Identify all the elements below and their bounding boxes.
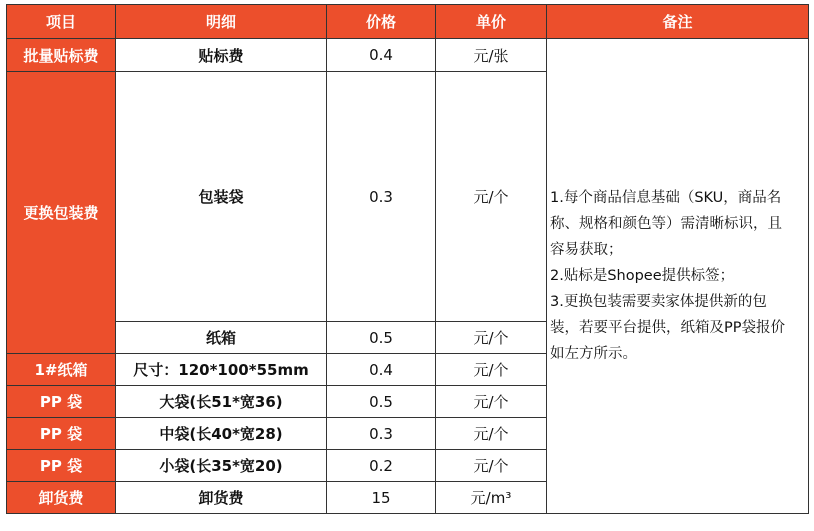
row-unit: 元/个 xyxy=(436,450,547,482)
row-unit: 元/个 xyxy=(436,72,547,322)
row-price: 0.4 xyxy=(327,354,436,386)
remark-line: 称、规格和颜色等）需清晰标识，且 xyxy=(550,216,782,232)
remark-line: 如左方所示。 xyxy=(550,346,637,362)
header-unit: 单价 xyxy=(436,5,547,39)
row-detail: 卸货费 xyxy=(116,482,327,514)
row-unit: 元/张 xyxy=(436,39,547,72)
row-price: 0.4 xyxy=(327,39,436,72)
row-detail: 贴标费 xyxy=(116,39,327,72)
row-price: 0.5 xyxy=(327,386,436,418)
remark-line: 2.贴标是Shopee提供标签； xyxy=(550,268,735,284)
header-item: 项目 xyxy=(7,5,116,39)
remark-line: 容易获取； xyxy=(550,242,623,258)
remarks-cell xyxy=(547,39,809,514)
row-item: PP 袋 xyxy=(7,418,116,450)
remark-line: 装，若要平台提供，纸箱及PP袋报价 xyxy=(550,320,785,336)
row-item: PP 袋 xyxy=(7,450,116,482)
row-detail: 小袋(长35*宽20) xyxy=(116,450,327,482)
row-item: 批量贴标费 xyxy=(7,39,116,72)
row-item: 卸货费 xyxy=(7,482,116,514)
row-price: 0.5 xyxy=(327,322,436,354)
row-item: 更换包装费 xyxy=(7,72,116,354)
fee-table xyxy=(6,4,809,514)
row-unit: 元/个 xyxy=(436,322,547,354)
row-unit: 元/m³ xyxy=(436,482,547,514)
header-row xyxy=(7,5,809,39)
row-price: 0.3 xyxy=(327,418,436,450)
row-detail: 纸箱 xyxy=(116,322,327,354)
row-unit: 元/个 xyxy=(436,418,547,450)
row-unit: 元/个 xyxy=(436,386,547,418)
row-detail: 中袋(长40*宽28) xyxy=(116,418,327,450)
row-price: 15 xyxy=(327,482,436,514)
row-price: 0.3 xyxy=(327,72,436,322)
row-item: PP 袋 xyxy=(7,386,116,418)
row-item: 1#纸箱 xyxy=(7,354,116,386)
row-price: 0.2 xyxy=(327,450,436,482)
row-unit: 元/个 xyxy=(436,354,547,386)
remark-line: 3.更换包装需要卖家体提供新的包 xyxy=(550,294,767,310)
header-price: 价格 xyxy=(327,5,436,39)
row-detail: 包装袋 xyxy=(116,72,327,322)
row-detail: 尺寸：120*100*55mm xyxy=(116,354,327,386)
header-remarks: 备注 xyxy=(547,5,809,39)
row-detail: 大袋(长51*宽36) xyxy=(116,386,327,418)
remark-line: 1.每个商品信息基础（SKU，商品名 xyxy=(550,190,782,206)
header-detail: 明细 xyxy=(116,5,327,39)
table-row xyxy=(7,39,809,72)
